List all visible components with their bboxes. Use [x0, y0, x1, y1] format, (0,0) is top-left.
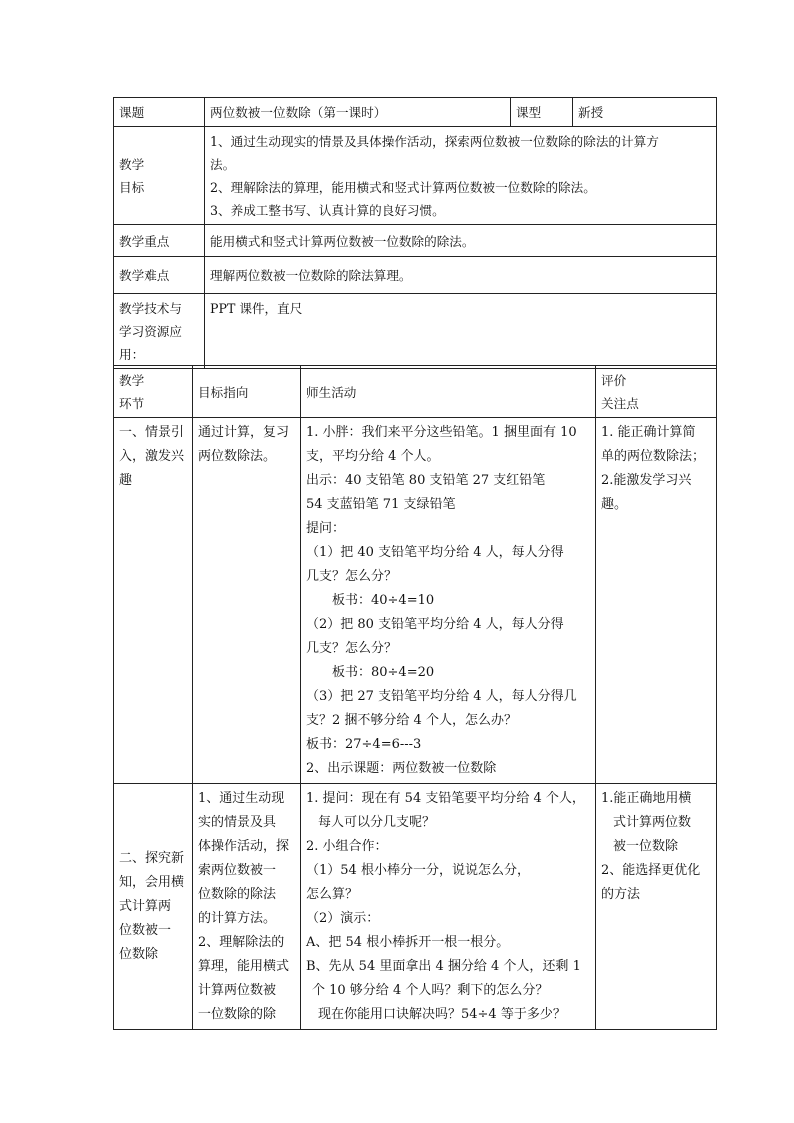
- evaluation-line: 1.能正确地用横: [601, 791, 692, 806]
- goal-line: 3、养成工整书写、认真计算的良好习惯。: [210, 203, 445, 218]
- section1-stage: [114, 418, 193, 784]
- activity-header: 师生活动: [301, 366, 596, 418]
- goal-line: 1、通过生动现: [198, 791, 285, 806]
- goal-line: 实的情景及具: [198, 815, 277, 830]
- goal-line: 1、通过生动现实的情景及具体操作活动，探索两位数被一位数除的除法的计算方: [210, 134, 659, 149]
- section-explore-row: [114, 784, 717, 1030]
- stage-line: 式计算两: [119, 899, 172, 914]
- activity-line: （3）把 27 支铅笔平均分给 4 人，每人分得几: [306, 689, 577, 704]
- goal-line: 算理，能用横式: [198, 959, 290, 974]
- section1-activity: [301, 418, 596, 784]
- activity-line: 几支？怎么分？: [306, 569, 398, 584]
- teaching-process-table: [113, 365, 717, 1030]
- activity-line: 1. 提问：现在有 54 支铅笔要平均分给 4 个人，: [306, 791, 585, 806]
- stage-line: 一、情景引: [119, 425, 185, 440]
- lesson-type-label: 课型: [511, 98, 573, 127]
- evaluation-line: 单的两位数除法；: [601, 449, 706, 464]
- evaluation-line: 1. 能正确计算简: [601, 425, 696, 440]
- goals-label-line: 教学: [119, 157, 145, 172]
- goal-line: 位数除的除法: [198, 887, 277, 902]
- activity-line: 2. 小组合作：: [306, 839, 388, 854]
- section2-stage: [114, 784, 193, 1030]
- resources-row: [114, 294, 717, 369]
- resources-label-line: 教学技术与: [119, 301, 182, 316]
- stage-header-line: 教学: [119, 373, 145, 388]
- activity-line: 支，平均分给 4 个人。: [306, 449, 440, 464]
- lesson-info-table: [113, 97, 717, 369]
- goal-line: 法。: [210, 157, 236, 172]
- stage-line: 趣: [119, 473, 133, 488]
- resources-value: PPT 课件，直尺: [205, 294, 717, 369]
- activity-line: 板书：27÷4=6---3: [306, 737, 422, 752]
- activity-line: 提问：: [306, 521, 346, 536]
- stage-header-line: 环节: [119, 396, 145, 411]
- resources-label-line: 用：: [119, 347, 145, 362]
- topic-row: [114, 98, 717, 127]
- difficulty-row: [114, 257, 717, 294]
- evaluation-header: [596, 366, 717, 418]
- activity-line: 板书：80÷4=20: [332, 665, 435, 680]
- goals-row: [114, 127, 717, 225]
- activity-line: 怎么算？: [306, 887, 359, 902]
- section2-evaluation: [596, 784, 717, 1030]
- stage-line: 二、探究新: [119, 851, 185, 866]
- section1-evaluation: [596, 418, 717, 784]
- key-point-label: 教学重点: [114, 225, 205, 257]
- activity-line: 个 10 够分给 4 个人吗？剩下的怎么分？: [312, 983, 549, 998]
- activity-line: A、把 54 根小棒拆开一根一根分。: [306, 935, 510, 950]
- activity-line: 1. 小胖：我们来平分这些铅笔。1 捆里面有 10: [306, 425, 577, 440]
- goal-line: 的计算方法。: [198, 911, 277, 926]
- evaluation-header-line: 关注点: [601, 396, 639, 411]
- goal-line: 2、理解除法的算理，能用横式和竖式计算两位数被一位数除的除法。: [210, 180, 596, 195]
- evaluation-line: 趣。: [601, 497, 628, 512]
- resources-label-line: 学习资源应: [119, 324, 182, 339]
- section1-goal: [193, 418, 301, 784]
- section2-activity: [301, 784, 596, 1030]
- activity-line: （1）把 40 支铅笔平均分给 4 人，每人分得: [306, 545, 564, 560]
- stage-line: 位数除: [119, 947, 159, 962]
- activity-line: （2）演示：: [306, 911, 380, 926]
- lesson-type-value: 新授: [573, 98, 717, 127]
- stage-line: 知，会用横: [119, 875, 185, 890]
- goals-label: [114, 127, 205, 225]
- activity-line: 支？2 捆不够分给 4 个人，怎么办？: [306, 713, 517, 728]
- topic-label: 课题: [114, 98, 205, 127]
- activity-line: 54 支蓝铅笔 71 支绿铅笔: [306, 497, 456, 512]
- stage-line: 入，激发兴: [119, 449, 185, 464]
- activity-line: 几支？怎么分？: [306, 641, 398, 656]
- goal-line: 两位数除法。: [198, 449, 277, 464]
- difficulty-value: 理解两位数被一位数除的除法算理。: [205, 257, 717, 294]
- evaluation-line: 2、能选择更优化: [601, 863, 701, 878]
- process-header-row: [114, 366, 717, 418]
- goals-content: [205, 127, 717, 225]
- difficulty-label: 教学难点: [114, 257, 205, 294]
- goal-line: 2、理解除法的: [198, 935, 285, 950]
- section-intro-row: [114, 418, 717, 784]
- activity-line: （1）54 根小棒分一分，说说怎么分，: [306, 863, 530, 878]
- evaluation-line: 被一位数除: [613, 839, 679, 854]
- goal-header: 目标指向: [193, 366, 301, 418]
- stage-line: 位数被一: [119, 923, 172, 938]
- activity-line: 板书：40÷4=10: [332, 593, 435, 608]
- goal-line: 计算两位数被: [198, 983, 277, 998]
- stage-header: [114, 366, 193, 418]
- goal-line: 通过计算，复习: [198, 425, 290, 440]
- evaluation-line: 的方法: [601, 887, 641, 902]
- activity-line: 每人可以分几支呢？: [318, 815, 436, 830]
- resources-label: [114, 294, 205, 369]
- goal-line: 一位数除的除: [198, 1007, 277, 1022]
- key-point-row: [114, 225, 717, 257]
- goal-line: 体操作活动，探: [198, 839, 290, 854]
- activity-line: B、先从 54 里面拿出 4 捆分给 4 个人，还剩 1: [306, 959, 581, 974]
- key-point-value: 能用横式和竖式计算两位数被一位数除的除法。: [205, 225, 717, 257]
- topic-title: 两位数被一位数除（第一课时）: [205, 98, 511, 127]
- evaluation-line: 式计算两位数: [613, 815, 692, 830]
- activity-line: 出示：40 支铅笔 80 支铅笔 27 支红铅笔: [306, 473, 546, 488]
- goals-label-line: 目标: [119, 180, 145, 195]
- activity-line: （2）把 80 支铅笔平均分给 4 人，每人分得: [306, 617, 564, 632]
- goal-line: 索两位数被一: [198, 863, 277, 878]
- activity-line: 2、出示课题：两位数被一位数除: [306, 761, 497, 776]
- activity-line: 现在你能用口诀解决吗？54÷4 等于多少？: [318, 1007, 566, 1022]
- evaluation-line: 2.能激发学习兴: [601, 473, 692, 488]
- section2-goal: [193, 784, 301, 1030]
- evaluation-header-line: 评价: [601, 373, 627, 388]
